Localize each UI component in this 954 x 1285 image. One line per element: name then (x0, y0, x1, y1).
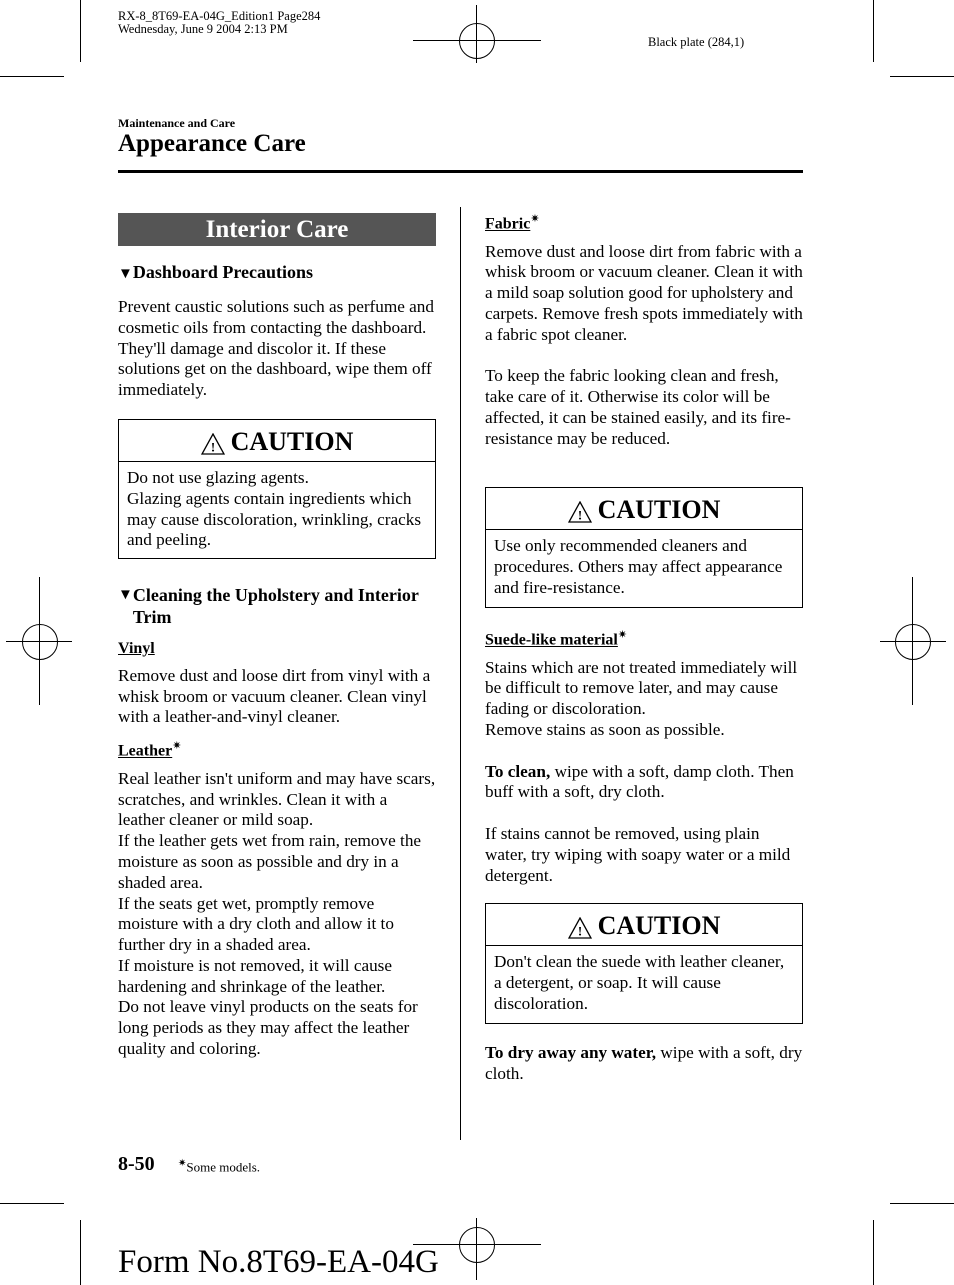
star-icon: ✷ (172, 740, 182, 753)
interior-care-banner: Interior Care (118, 213, 436, 246)
suede-text-1: Stains which are not treated immediately will be difficult to remove later, and may cause fading or discoloration. Remove stains as soon as possible. (485, 657, 798, 739)
to-dry-paragraph (485, 1043, 805, 1085)
caution-body: Use only recommended cleaners and procedures. Others may affect appearance and fire-resistance. (494, 536, 783, 597)
star-icon: ✷ (617, 629, 628, 641)
triangle-icon: ▼ (118, 266, 133, 282)
right-column-suede (485, 625, 805, 886)
right-column (485, 209, 805, 450)
caution-box-cleaners (485, 487, 803, 608)
caution-header (119, 420, 435, 462)
leather-heading (118, 736, 438, 763)
crop-mark (80, 1220, 81, 1285)
star-icon: ✷ (530, 213, 540, 225)
title-rule (118, 170, 803, 173)
crop-mark (873, 0, 874, 62)
page-number: 8-50 (118, 1153, 155, 1175)
vinyl-heading: Vinyl (118, 640, 155, 657)
vinyl-text: Remove dust and loose dirt from vinyl with a whisk broom or vacuum cleaner. Clean vinyl with a leather-and-vinyl cleaner. (118, 665, 431, 727)
suede-heading (485, 625, 805, 652)
fabric-text-1: Remove dust and loose dirt from fabric with a whisk broom or vacuum cleaner. Clean it with a mild soap solution good for upholstery and carpets. Remove fresh spots immediately with a fabric spot cleaner. (485, 241, 803, 344)
crop-mark (80, 0, 81, 62)
caution-header (486, 488, 802, 530)
left-column-lower (118, 584, 438, 1060)
leather-text: Real leather isn't uniform and may have scars, scratches, and wrinkles. Clean it with a leather cleaner or mild soap. If the leather gets wet from rain, remove the moisture as soon as possible and dry in a shaded area. If the seats get wet, promptly remove moisture with a dry cloth and allow it to further dry in a shaded area. If moisture is not removed, it will cause hardening and shrinkage of the leather. Do not leave vinyl products on the seats for long periods as they may affect the leather quality and coloring. (118, 768, 436, 1059)
crop-mark (873, 1220, 874, 1285)
dashboard-text: Prevent caustic solutions such as perfume and cosmetic oils from contacting the dashboard. They'll damage and discolor it. If these solutions get on the dashboard, wipe them off immediately. (118, 297, 434, 400)
warning-icon (568, 917, 592, 939)
dashboard-heading (118, 261, 438, 285)
upholstery-heading-text: Cleaning the Upholstery and Interior Trim (132, 585, 419, 627)
warning-icon (201, 433, 225, 455)
crop-mark (0, 76, 64, 77)
page-title: Appearance Care (118, 130, 306, 157)
crop-mark (890, 1203, 954, 1204)
caution-body: Do not use glazing agents. Glazing agents contain ingredients which may cause discoloration, wrinkling, cracks and peeling. (127, 468, 422, 550)
plate-label: Black plate (284,1) (648, 35, 745, 49)
print-header-line2: Wednesday, June 9 2004 2:13 PM (118, 22, 288, 36)
to-clean-paragraph (485, 762, 805, 804)
triangle-icon: ▼ (118, 587, 133, 603)
crop-mark (0, 1203, 64, 1204)
form-number: Form No.8T69-EA-04G (118, 1244, 439, 1280)
to-clean-text: wipe with a soft, damp cloth. Then buff with a soft, dry cloth. (485, 761, 794, 802)
svg-text:!: ! (210, 439, 215, 455)
section-label: Maintenance and Care (118, 116, 236, 130)
fabric-text-2: To keep the fabric looking clean and fresh, take care of it. Otherwise its color will be affected, it can be stained easily, and its fire-resistance may be reduced. (485, 366, 791, 448)
upholstery-heading (118, 584, 438, 628)
to-clean-label: To clean, (485, 761, 551, 781)
dashboard-heading-text: Dashboard Precautions (132, 262, 314, 282)
column-divider (460, 207, 461, 1140)
fabric-heading-text: Fabric (485, 215, 531, 233)
caution-header (486, 904, 802, 946)
star-icon: ✷ (178, 1158, 187, 1169)
caution-title: CAUTION (597, 911, 721, 940)
footnote-text: Some models. (186, 1159, 261, 1175)
caution-title: CAUTION (230, 427, 354, 456)
caution-title: CAUTION (597, 495, 721, 524)
warning-icon (568, 501, 592, 523)
crop-mark (890, 76, 954, 77)
suede-text-2: If stains cannot be removed, using plain water, try wiping with soapy water or a mild detergent. (485, 823, 791, 885)
svg-text:!: ! (577, 507, 582, 523)
leather-heading-text: Leather (118, 742, 173, 760)
caution-body: Don't clean the suede with leather cleaner, a detergent, or soap. It will cause discoloration. (494, 952, 785, 1013)
suede-heading-text: Suede-like material (485, 631, 618, 649)
fabric-heading (485, 209, 805, 236)
to-dry-text: wipe with a soft, dry cloth. (485, 1043, 803, 1083)
svg-text:!: ! (577, 923, 582, 939)
to-dry-label: To dry away any water, (485, 1043, 657, 1062)
caution-box-suede (485, 903, 803, 1024)
left-column (118, 261, 438, 401)
print-header-line1: RX-8_8T69-EA-04G_Edition1 Page284 (118, 9, 321, 23)
footnote (178, 1158, 260, 1175)
caution-box-glazing (118, 419, 436, 559)
